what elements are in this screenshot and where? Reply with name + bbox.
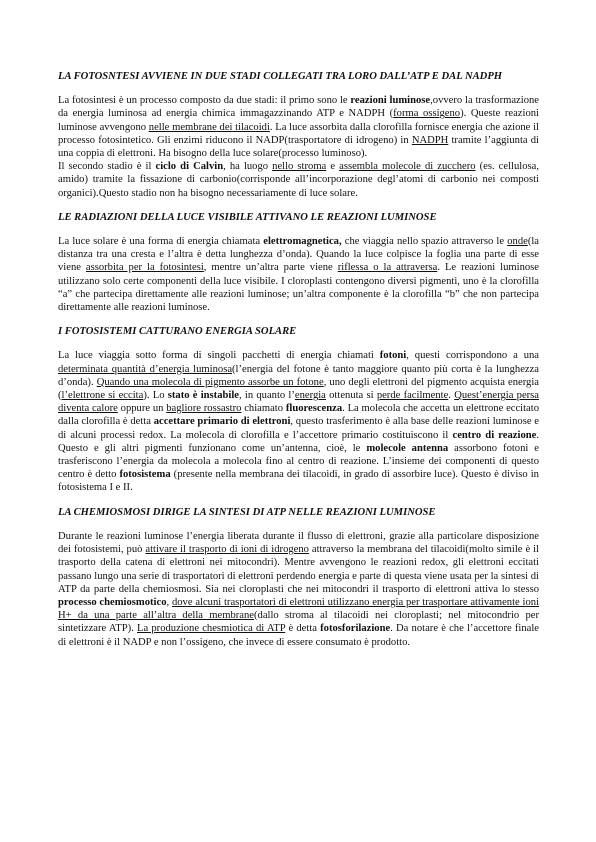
bold-term: fluorescenza [285, 403, 343, 415]
paragraph-1-1 [58, 94, 539, 160]
paragraph-3-1 [58, 349, 539, 494]
text-run: , mentre un’altra parte viene [203, 262, 338, 274]
bold-term: stato è instabile [167, 390, 239, 402]
underlined-phrase: perde facilmente [376, 390, 449, 402]
text-run: ). Lo [143, 390, 168, 402]
text-run: chiamato [241, 403, 286, 415]
text-run: La fotosintesi è un processo composto da due stadi: il primo sono le [58, 95, 351, 107]
bold-term: molecole antenna [366, 442, 449, 454]
bold-term: fotoni [379, 350, 407, 362]
paragraph-2-1 [58, 235, 539, 314]
underlined-phrase: bagliore rossastro [166, 403, 242, 415]
document-page [58, 70, 539, 649]
underlined-phrase: assorbita per la fotosintesi [85, 262, 204, 274]
text-run: (es. cellulosa, amido) tramite la fissazione di carbonio(corrisponde all’incorporazione degl’atomi di carbonio nei composti organici).Questo stadio non ha bisogno necessariamente di luce solare. [58, 161, 539, 199]
text-run: Durante le reazioni luminose l’energia liberata durante il flusso di elettroni, grazie alla particolare disposizione dei fotosistemi, può [58, 530, 539, 556]
bold-term: fotosistema [119, 469, 171, 481]
text-run: , in quanto l’ [238, 390, 295, 402]
underlined-phrase: l’elettrone si eccita [61, 390, 144, 402]
underlined-phrase: Quest’energia persa diventa calore [58, 390, 540, 415]
underlined-phrase: NADPH [411, 134, 449, 146]
text-run: oppure un [117, 403, 167, 415]
bold-term: reazioni luminose [350, 95, 431, 107]
text-run: ). Queste reazioni luminose avvengono [58, 108, 539, 133]
section-heading-2: LE RADIAZIONI DELLA LUCE VISIBILE ATTIVANO LE REAZIONI LUMINOSE [58, 211, 437, 223]
text-run: (l’energia del fotone è tanto maggiore quanto più corta è la lunghezza d’onda). [58, 363, 539, 388]
text-run: tramite l’aggiunta di una coppia di elettroni. Ha bisogno della luce solare(processo luminoso). [58, 134, 539, 160]
text-run: La luce viaggia sotto forma di singoli pacchetti di energia chiamati [58, 350, 380, 362]
text-run: , ha luogo [223, 161, 273, 173]
text-run: , [166, 596, 172, 608]
underlined-phrase: nello stroma [272, 161, 327, 173]
text-run: . Da notare è che l’accettore finale di elettroni è il NADP e non l’ossigeno, che invece di essere consumato è prodotto. [58, 623, 539, 648]
bold-term: fotosforilazione [320, 623, 391, 635]
text-run: . Le reazioni luminose utilizzano solo certe componenti della luce visibile. I cloroplasti contengono diversi pigmenti, uno è la clorofilla “a” che partecipa direttamente alle reazioni luminose; un’altra componente è la clorofilla “b” che non partecipa direttamente alle reazioni luminose. [58, 262, 539, 314]
section-heading-4: LA CHEMIOSMOSI DIRIGE LA SINTESI DI ATP NELLE REAZIONI LUMINOSE [58, 506, 436, 518]
underlined-phrase: Quando una molecola di pigmento assorbe un fotone [96, 376, 324, 388]
bold-term: centro di reazione [452, 429, 537, 441]
text-run: (dallo stroma al tilacoidi nei cloroplasti; nel mitocondrio per sintetizzare ATP). [58, 610, 539, 635]
text-run: è detta [285, 623, 321, 635]
paragraph-4-1 [58, 530, 539, 649]
underlined-phrase: determinata quantità d’energia luminosa [58, 363, 233, 375]
underlined-phrase: dove alcuni trasportatori di elettroni utilizzano energia per trasportare attivamente ioni H+ da una parte all’altra della membrane [58, 596, 540, 622]
text-run: . La luce assorbita dalla clorofilla fornisce energia che azione il processo fotosintetico. Gli enzimi riducono il NADP(trasportatore di idrogeno) in [58, 121, 539, 146]
underlined-phrase: riflessa o la attraversa [337, 262, 438, 274]
underlined-phrase: nelle membrane dei tilacoidi [148, 121, 270, 133]
text-run: e [326, 161, 340, 173]
underlined-phrase: attivare il trasporto di ioni di idrogeno [145, 544, 309, 556]
text-run: , uno degli elettroni del pigmento acquista energia ( [58, 376, 539, 402]
paragraph-1-2 [58, 160, 539, 200]
underlined-phrase: assembla molecole di zucchero [339, 161, 476, 173]
text-run: (la distanza tra una cresta e l’altra è detta lunghezza d’onda). Quando la luce colpisce la foglia una parte di esse viene [58, 236, 539, 274]
underlined-phrase: La produzione chesmiotica di ATP [137, 623, 286, 635]
underlined-phrase: onde [507, 236, 528, 248]
underlined-phrase: energia [294, 390, 326, 402]
bold-term: elettromagnetica, [263, 236, 342, 248]
text-run: . [448, 390, 455, 402]
text-run: , questi corrispondono a una [406, 350, 539, 362]
section-heading-1: LA FOTOSNTESI AVVIENE IN DUE STADI COLLEGATI TRA LORO DALL’ATP E DAL NADPH [58, 71, 503, 82]
text-run: La luce solare è una forma di energia chiamata [58, 236, 264, 248]
bold-term: processo chemiosmotico [58, 596, 167, 608]
text-run: ,ovvero la trasformazione da energia luminosa ad energia chimica immagazzinando ATP e NADPH ( [58, 95, 539, 120]
text-run: attraverso la membrana del tilacoidi(molto simile è il trasporto della catena di elettroni nei mitocondri). Mentre avvengono le reazioni redox, gli elettroni eccitati passano lungo una serie di trasportatori di elettroni perdendo energia e parte di questa viene usata per la sintesi di ATP da parte della chemiosmosi. Sia nei cloroplasti che nei mitocondri il trasporto di elettroni attiva lo stesso [58, 544, 539, 595]
text-run: Il secondo stadio è il [58, 161, 156, 173]
text-run: ottenuta si [325, 390, 377, 402]
text-run: . Questo e gli altri pigmenti funzionano come un’antenna, cioè, le [58, 429, 539, 454]
underlined-phrase: forma ossigeno [393, 108, 461, 120]
text-run: , questo trasferimento è alla base delle reazioni luminose e di alcuni processi redox. La molecola di clorofilla e l’accettore primario costituiscono il [58, 416, 539, 441]
section-heading-3: I FOTOSISTEMI CATTURANO ENERGIA SOLARE [58, 326, 297, 338]
text-run: (presente nella membrana dei tilacoidi, in grado di assorbire luce). Questo è diviso in fotosistema I e II. [58, 469, 539, 494]
text-run: . La molecola che accetta un elettrone eccitato dalla clorofilla è detta [58, 403, 540, 428]
bold-term: ciclo di Calvin [155, 161, 224, 173]
text-run: che viaggia nello spazio attraverso le [341, 236, 508, 248]
bold-term: accettare primario di elettroni [153, 416, 291, 428]
text-run: assorbono fotoni e trasferiscono l’energia da molecola a molecola fino al centro di reazione. L’insieme dei componenti di questo centro è detto [58, 442, 539, 481]
